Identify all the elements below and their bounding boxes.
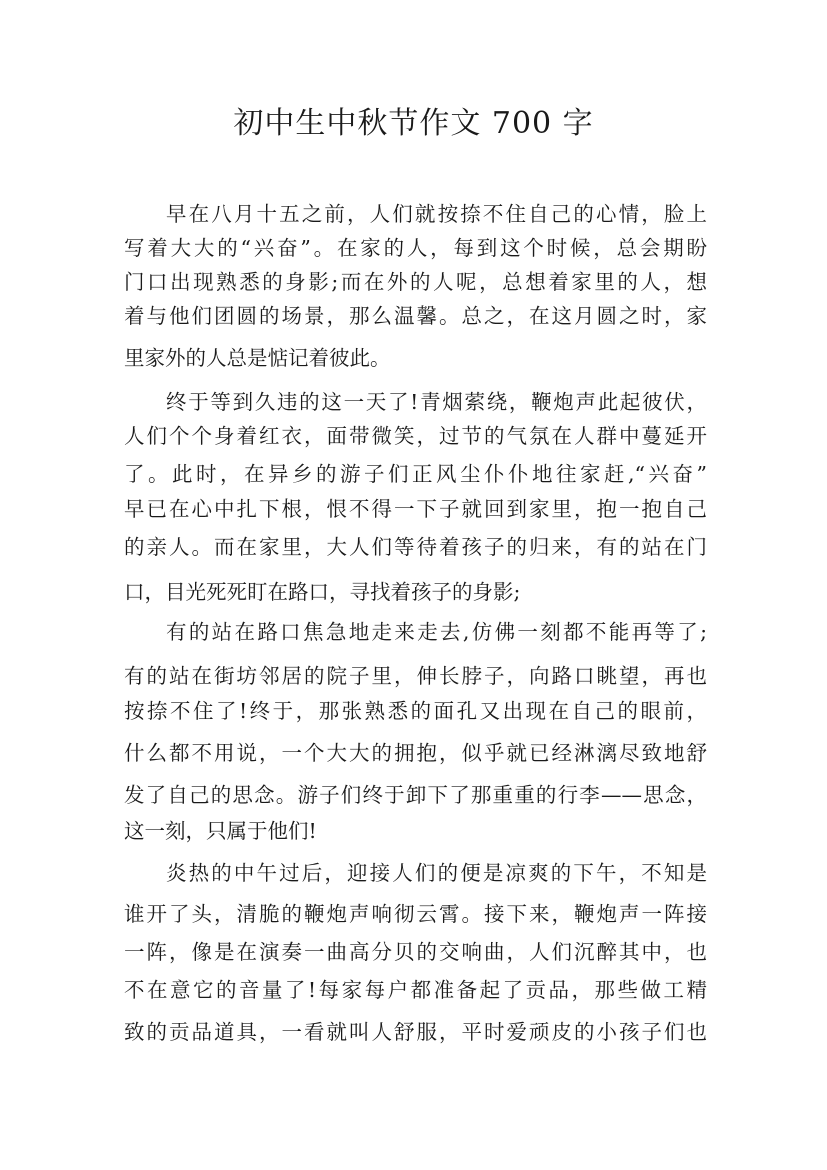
text-line: 早在八月十五之前，人们就按捺不住自己的心情，脸上	[166, 202, 707, 226]
text-line: 炎热的中午过后，迎接人们的便是凉爽的下午，不知是	[166, 861, 707, 885]
text-line: 有的站在路口焦急地走来走去,仿佛一刻都不能再等了;	[166, 620, 707, 644]
text-line: 早已在心中扎下根，恨不得一下子就回到家里，抱一抱自己	[124, 497, 707, 521]
text-line: 谁开了头，清脆的鞭炮声响彻云霄。接下来，鞭炮声一阵接	[124, 902, 707, 926]
text-line: 一阵，像是在演奏一曲高分贝的交响曲，人们沉醉其中，也	[124, 940, 707, 964]
text-line: 了。此时，在异乡的游子们正风尘仆仆地往家赶,“兴奋”	[124, 462, 707, 486]
document-title: 初中生中秋节作文 700 字	[233, 106, 594, 141]
text-line: 口，目光死死盯在路口，寻找着孩子的身影;	[124, 580, 521, 604]
text-line: 终于等到久违的这一天了!青烟萦绕，鞭炮声此起彼伏，	[166, 390, 707, 414]
text-line: 有的站在街坊邻居的院子里，伸长脖子，向路口眺望，再也	[124, 664, 707, 688]
text-line: 致的贡品道具，一看就叫人舒服，平时爱顽皮的小孩子们也	[124, 1020, 707, 1044]
text-line: 什么都不用说，一个大大的拥抱，似乎就已经淋漓尽致地舒	[124, 741, 707, 765]
text-line: 按捺不住了!终于，那张熟悉的面孔又出现在自己的眼前，	[124, 699, 707, 723]
text-line: 这一刻，只属于他们!	[124, 819, 317, 843]
text-line: 的亲人。而在家里，大人们等待着孩子的归来，有的站在门	[124, 535, 707, 559]
text-line: 不在意它的音量了!每家每户都准备起了贡品，那些做工精	[124, 978, 707, 1002]
text-line: 写着大大的“兴奋”。在家的人，每到这个时候，总会期盼	[124, 236, 707, 260]
text-line: 发了自己的思念。游子们终于卸下了那重重的行李——思念，	[124, 783, 707, 807]
text-line: 里家外的人总是惦记着彼此。	[124, 346, 391, 370]
text-line: 着与他们团圆的场景，那么温馨。总之，在这月圆之时，家	[124, 304, 707, 328]
text-line: 人们个个身着红衣，面带微笑，过节的气氛在人群中蔓延开	[124, 424, 707, 448]
text-line: 门口出现熟悉的身影;而在外的人呢，总想着家里的人，想	[124, 270, 707, 294]
